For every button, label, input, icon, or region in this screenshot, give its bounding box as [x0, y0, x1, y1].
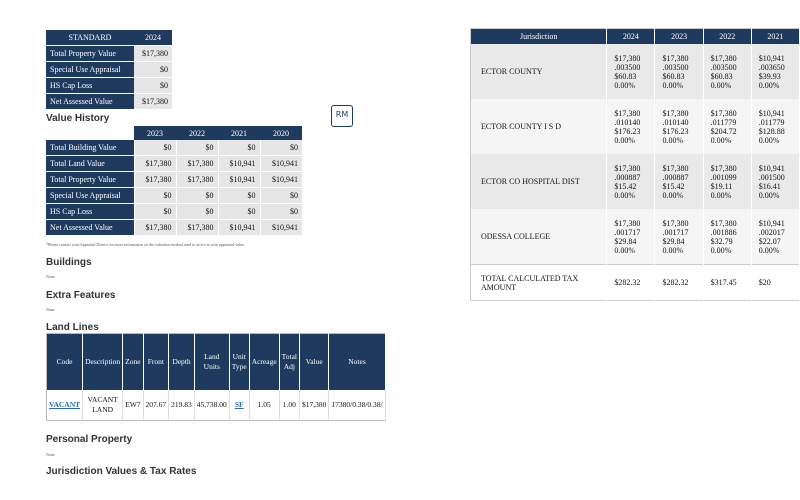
- tax-value: $17,380: [614, 108, 641, 118]
- cell: $17,380: [176, 156, 218, 172]
- tax-pct: 0.00%: [758, 190, 780, 200]
- row-label: Total Property Value: [46, 46, 134, 62]
- standard-year-header: 2024: [134, 30, 172, 46]
- cell: $17,380: [299, 390, 328, 421]
- row-label: Net Assessed Value: [46, 94, 134, 110]
- tax-rate: .011779: [710, 117, 737, 127]
- col-header: Land Units: [194, 334, 229, 391]
- personal-property-value: None: [46, 452, 55, 457]
- tax-pct: 0.00%: [614, 190, 635, 200]
- cell: $0: [260, 188, 302, 204]
- tax-tax: $15.42: [614, 181, 637, 191]
- cell: $0: [260, 140, 302, 156]
- tax-tax: $15.42: [662, 181, 685, 191]
- cell: $0: [218, 204, 260, 220]
- tax-tax: $60.83: [710, 71, 733, 81]
- cell: $0: [134, 188, 176, 204]
- total-value: $317.45: [703, 265, 751, 301]
- tax-cell: [751, 209, 799, 265]
- tax-pct: 0.00%: [662, 245, 684, 255]
- tax-value: $17,380: [662, 53, 689, 63]
- tax-value: $17,380: [710, 53, 737, 63]
- tax-rate: .003500: [662, 62, 689, 72]
- extra-features-title: Extra Features: [46, 290, 116, 301]
- blank-header: [46, 126, 134, 140]
- tax-cell: [703, 99, 751, 154]
- tax-tax: $29.84: [662, 236, 685, 246]
- tax-rate: .000887: [662, 172, 689, 182]
- row-label: Total Land Value: [46, 156, 134, 172]
- cell: 219.83: [169, 390, 195, 421]
- tax-pct: 0.00%: [614, 135, 635, 145]
- tax-cell: [703, 44, 751, 99]
- row-value: $0: [134, 78, 172, 94]
- tax-rate: .001500: [758, 172, 785, 182]
- value-history-title: Value History: [46, 113, 110, 124]
- row-label: HS Cap Loss: [46, 78, 134, 94]
- table-row: [46, 62, 172, 78]
- total-value: $282.32: [607, 265, 655, 301]
- extra-features-value: None: [46, 307, 55, 312]
- tax-tax: $204.72: [710, 126, 737, 136]
- tax-tax: $60.83: [614, 71, 637, 81]
- cell: $10,941: [218, 172, 260, 188]
- col-header: 2023: [655, 29, 703, 45]
- tax-value: $17,380: [662, 163, 689, 173]
- year-header: 2020: [260, 126, 302, 140]
- cell: $0: [176, 204, 218, 220]
- cell: 1.00: [279, 390, 299, 421]
- tax-pct: 0.00%: [614, 80, 635, 90]
- tax-cell: [607, 44, 655, 99]
- tax-value: $17,380: [710, 163, 737, 173]
- col-header: Value: [299, 334, 328, 391]
- table-row: [471, 209, 800, 265]
- tax-pct: 0.00%: [758, 135, 780, 145]
- cell: $0: [218, 188, 260, 204]
- tax-cell: [751, 154, 799, 209]
- jurisdiction-name: ODESSA COLLEGE: [471, 209, 607, 265]
- cell: $17,380: [176, 220, 218, 236]
- row-label: Special Use Appraisal: [46, 188, 134, 204]
- cell: $0: [176, 140, 218, 156]
- row-label: Net Assessed Value: [46, 220, 134, 236]
- tax-tax: $176.23: [614, 126, 641, 136]
- col-header: Acreage: [249, 334, 279, 391]
- unit-type-text[interactable]: SF: [234, 400, 244, 409]
- cell: 45,738.00: [194, 390, 229, 421]
- col-header: Front: [143, 334, 169, 391]
- tax-rate: .001099: [710, 172, 737, 182]
- tax-value: $10,941: [758, 218, 785, 228]
- tax-value: $17,380: [614, 163, 641, 173]
- valuation-note: *Please contact your Appraisal District for more information on the valuation method used to arrive at your appraised value.: [46, 242, 245, 247]
- table-row: [46, 172, 302, 188]
- table-row: [46, 78, 172, 94]
- table-row: [47, 390, 386, 421]
- land-lines-title: Land Lines: [46, 322, 99, 333]
- table-row: [46, 46, 172, 62]
- col-header: Notes: [329, 334, 385, 391]
- tax-rate: .003500: [614, 62, 641, 72]
- tax-cell: [655, 209, 703, 265]
- tax-pct: 0.00%: [662, 190, 684, 200]
- table-row: [46, 188, 302, 204]
- buildings-value: None: [46, 274, 55, 279]
- value-history-table: [46, 126, 302, 236]
- tax-pct: 0.00%: [710, 80, 732, 90]
- cell: $10,941: [218, 156, 260, 172]
- land-lines-table: [46, 333, 386, 421]
- tax-pct: 0.00%: [710, 190, 732, 200]
- year-header: 2023: [134, 126, 176, 140]
- total-value: $282.32: [655, 265, 703, 301]
- tax-cell: [751, 44, 799, 99]
- tax-rate: .001717: [662, 227, 689, 237]
- tax-tax: $128.88: [758, 126, 785, 136]
- jurisdiction-name: ECTOR COUNTY: [471, 44, 607, 99]
- personal-property-title: Personal Property: [46, 434, 133, 445]
- tax-value: $17,380: [662, 108, 689, 118]
- col-header: Zone: [123, 334, 143, 391]
- year-header: 2021: [218, 126, 260, 140]
- col-header: Depth: [169, 334, 195, 391]
- tax-rate: .001717: [614, 227, 641, 237]
- table-row: [46, 94, 172, 110]
- tax-pct: 0.00%: [662, 80, 684, 90]
- standard-header: STANDARD: [46, 30, 134, 46]
- cell: $17,380: [134, 220, 176, 236]
- col-header: 2022: [703, 29, 751, 45]
- tax-tax: $176.23: [662, 126, 689, 136]
- tax-value: $10,941: [758, 108, 785, 118]
- tax-cell: [607, 154, 655, 209]
- cell: EW7: [123, 390, 143, 421]
- tax-value: $17,380: [662, 218, 689, 228]
- cell: $10,941: [260, 156, 302, 172]
- row-label: Total Property Value: [46, 172, 134, 188]
- cell: 17380/0.38/0.38/: [329, 390, 385, 421]
- col-header: Total Adj: [279, 334, 299, 391]
- jurisdiction-section-title: Jurisdiction Values & Tax Rates: [46, 466, 197, 477]
- cell: $0: [176, 188, 218, 204]
- tax-cell: [655, 154, 703, 209]
- row-value: $17,380: [134, 46, 172, 62]
- jurisdiction-table: [470, 28, 800, 301]
- tax-value: $17,380: [614, 53, 641, 63]
- col-header: 2024: [607, 29, 655, 45]
- table-row: [471, 99, 800, 154]
- row-value: $17,380: [134, 94, 172, 110]
- total-value: $20: [751, 265, 799, 301]
- cell: $0: [218, 140, 260, 156]
- tax-tax: $16.41: [758, 181, 781, 191]
- tax-pct: 0.00%: [758, 245, 780, 255]
- tax-cell: [607, 209, 655, 265]
- table-row: [46, 204, 302, 220]
- row-label: HS Cap Loss: [46, 204, 134, 220]
- cell: 1.05: [249, 390, 279, 421]
- tax-rate: .010140: [662, 117, 689, 127]
- tax-tax: $29.84: [614, 236, 637, 246]
- tax-rate: .003500: [710, 62, 737, 72]
- total-row: [471, 265, 800, 301]
- cell: $17,380: [134, 156, 176, 172]
- tax-tax: $22.07: [758, 236, 781, 246]
- tax-pct: 0.00%: [710, 135, 732, 145]
- cell: $10,941: [260, 172, 302, 188]
- tax-pct: 0.00%: [758, 80, 780, 90]
- col-header: Jurisdiction: [471, 29, 607, 45]
- tax-value: $10,941: [758, 53, 785, 63]
- tax-pct: 0.00%: [662, 135, 684, 145]
- table-row: [471, 44, 800, 99]
- cell: $0: [134, 140, 176, 156]
- tax-cell: [655, 44, 703, 99]
- standard-values-table: [46, 30, 172, 110]
- tax-cell: [703, 209, 751, 265]
- tax-cell: [655, 99, 703, 154]
- tax-rate: .000887: [614, 172, 641, 182]
- cell: VACANT LAND: [83, 390, 123, 421]
- cell: $17,380: [176, 172, 218, 188]
- year-header: 2022: [176, 126, 218, 140]
- tax-tax: $19.11: [710, 181, 733, 191]
- col-header: Code: [47, 334, 83, 391]
- col-header: Description: [83, 334, 123, 391]
- tax-rate: .002017: [758, 227, 785, 237]
- tax-rate: .003650: [758, 62, 785, 72]
- col-header: Unit Type: [229, 334, 249, 391]
- land-code-text[interactable]: VACANT: [49, 400, 81, 409]
- cell: $10,941: [218, 220, 260, 236]
- tax-cell: [703, 154, 751, 209]
- row-value: $0: [134, 62, 172, 78]
- cell: $17,380: [134, 172, 176, 188]
- tax-rate: .011779: [758, 117, 785, 127]
- col-header: 2021: [751, 29, 799, 45]
- tax-value: $17,380: [710, 218, 737, 228]
- table-row: [46, 220, 302, 236]
- row-label: Total Building Value: [46, 140, 134, 156]
- tax-rate: .001886: [710, 227, 737, 237]
- tax-cell: [751, 99, 799, 154]
- buildings-title: Buildings: [46, 257, 92, 268]
- tax-tax: $32.79: [710, 236, 733, 246]
- cell: $0: [260, 204, 302, 220]
- tax-tax: $60.83: [662, 71, 685, 81]
- row-label: Special Use Appraisal: [46, 62, 134, 78]
- table-row: [471, 154, 800, 209]
- land-code-link[interactable]: [47, 390, 83, 421]
- table-row: [46, 140, 302, 156]
- table-row: [46, 156, 302, 172]
- jurisdiction-name: ECTOR CO HOSPITAL DIST: [471, 154, 607, 209]
- initials-stamp: RM: [331, 105, 353, 127]
- tax-value: $17,380: [614, 218, 641, 228]
- tax-value: $10,941: [758, 163, 785, 173]
- tax-tax: $39.93: [758, 71, 781, 81]
- jurisdiction-name: ECTOR COUNTY I S D: [471, 99, 607, 154]
- cell: $10,941: [260, 220, 302, 236]
- tax-cell: [607, 99, 655, 154]
- total-label: TOTAL CALCULATED TAX AMOUNT: [471, 265, 607, 301]
- tax-value: $17,380: [710, 108, 737, 118]
- cell: $0: [134, 204, 176, 220]
- tax-pct: 0.00%: [710, 245, 732, 255]
- tax-pct: 0.00%: [614, 245, 635, 255]
- tax-rate: .010140: [614, 117, 641, 127]
- cell: 207.67: [143, 390, 169, 421]
- unit-type-link[interactable]: [229, 390, 249, 421]
